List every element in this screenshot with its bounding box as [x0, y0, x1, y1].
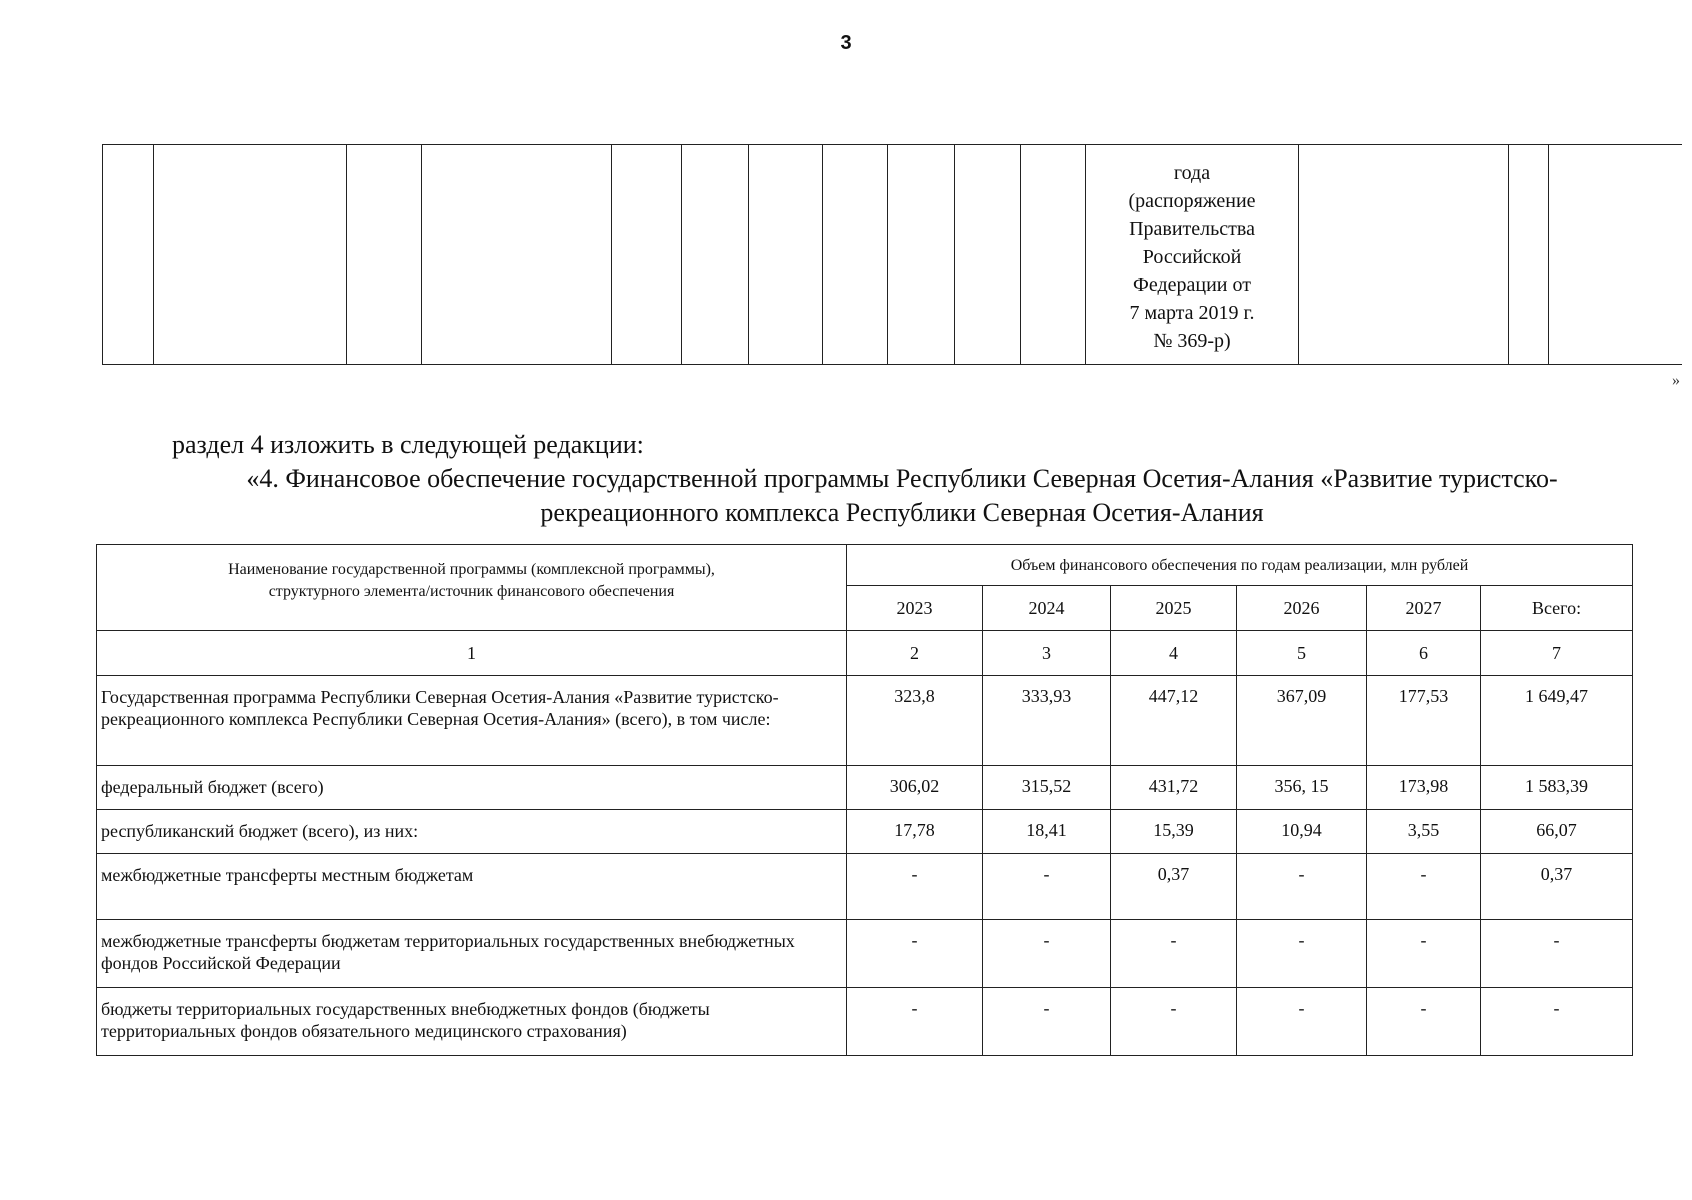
row-value: -	[847, 988, 983, 1056]
decree-line: Правительства	[1129, 218, 1255, 240]
row-value: 333,93	[983, 676, 1111, 766]
table-row	[97, 854, 1633, 920]
fragment-cell	[823, 145, 888, 365]
column-number: 2	[847, 631, 983, 676]
row-value: 1 649,47	[1481, 676, 1633, 766]
column-numbers-row	[97, 631, 1633, 676]
row-value: -	[847, 854, 983, 920]
year-header: 2027	[1367, 586, 1481, 631]
closing-quote-mark: »	[1672, 372, 1680, 389]
section-title	[172, 462, 1632, 530]
row-value: -	[983, 920, 1111, 988]
row-value: 173,98	[1367, 766, 1481, 810]
row-name: межбюджетные трансферты бюджетам территориальных государственных внебюджетных фондов Российской Федерации	[97, 920, 847, 988]
decree-reference-cell	[1085, 145, 1298, 365]
fragment-cell	[1508, 145, 1548, 365]
fragment-cell	[749, 145, 823, 365]
row-value: -	[1237, 854, 1367, 920]
table-row	[97, 766, 1633, 810]
fragment-cell	[1299, 145, 1509, 365]
row-name: межбюджетные трансферты местным бюджетам	[97, 854, 847, 920]
decree-line: Российской	[1142, 246, 1242, 268]
decree-line: Федерации от	[1133, 274, 1251, 296]
year-header: 2026	[1237, 586, 1367, 631]
row-value: -	[1367, 854, 1481, 920]
volume-header: Объем финансового обеспечения по годам реализации, млн рублей	[847, 545, 1633, 586]
row-value: -	[847, 920, 983, 988]
name-column-header: Наименование государственной программы (комплексной программы), структурного элемента/источник финансового обеспечения	[97, 545, 847, 631]
fragment-cell	[422, 145, 612, 365]
fragment-cell	[153, 145, 346, 365]
row-value: 315,52	[983, 766, 1111, 810]
row-value: 1 583,39	[1481, 766, 1633, 810]
row-value: 17,78	[847, 810, 983, 854]
row-value: 431,72	[1111, 766, 1237, 810]
fragment-cell	[681, 145, 748, 365]
row-name: Государственная программа Республики Северная Осетия-Алания «Развитие туристско-рекреационного комплекса Республики Северная Осетия-Алания» (всего), в том числе:	[97, 676, 847, 766]
row-value: 323,8	[847, 676, 983, 766]
row-value: 66,07	[1481, 810, 1633, 854]
row-value: -	[1111, 920, 1237, 988]
row-value: 177,53	[1367, 676, 1481, 766]
year-header: 2025	[1111, 586, 1237, 631]
row-value: -	[1111, 988, 1237, 1056]
decree-line: (распоряжение	[1128, 190, 1256, 212]
table-row	[97, 676, 1633, 766]
row-value: 15,39	[1111, 810, 1237, 854]
row-value: -	[1481, 920, 1633, 988]
row-value: -	[983, 854, 1111, 920]
page-number: 3	[840, 32, 852, 54]
row-value: 3,55	[1367, 810, 1481, 854]
row-value: 367,09	[1237, 676, 1367, 766]
row-value: -	[1237, 988, 1367, 1056]
row-value: -	[1481, 988, 1633, 1056]
column-number: 4	[1111, 631, 1237, 676]
column-number: 1	[97, 631, 847, 676]
column-number: 7	[1481, 631, 1633, 676]
decree-line: 7 марта 2019 г.	[1129, 302, 1255, 324]
row-value: -	[1367, 920, 1481, 988]
row-value: 0,37	[1481, 854, 1633, 920]
fragment-cell	[1548, 145, 1682, 365]
table-row	[97, 810, 1633, 854]
fragment-cell	[347, 145, 422, 365]
financing-table	[96, 544, 1633, 1056]
fragment-cell	[888, 145, 954, 365]
row-name: бюджеты территориальных государственных внебюджетных фондов (бюджеты территориальных фондов обязательного медицинского страхования)	[97, 988, 847, 1056]
fragment-cell	[954, 145, 1020, 365]
column-number: 5	[1237, 631, 1367, 676]
row-value: 10,94	[1237, 810, 1367, 854]
column-number: 6	[1367, 631, 1481, 676]
row-value: 0,37	[1111, 854, 1237, 920]
row-value: 447,12	[1111, 676, 1237, 766]
row-name: республиканский бюджет (всего), из них:	[97, 810, 847, 854]
row-value: 306,02	[847, 766, 983, 810]
fragment-cell	[1020, 145, 1085, 365]
column-number: 3	[983, 631, 1111, 676]
decree-line: № 369-р)	[1153, 330, 1231, 352]
total-header: Всего:	[1481, 586, 1633, 631]
table-row	[97, 920, 1633, 988]
row-value: -	[983, 988, 1111, 1056]
previous-section-table-fragment	[102, 144, 1682, 365]
section-title-line-1: «4. Финансовое обеспечение государственной программы Республики Северная Осетия-Алания «Развитие туристско-	[246, 464, 1558, 493]
row-value: 18,41	[983, 810, 1111, 854]
intro-text: раздел 4 изложить в следующей редакции:	[172, 430, 644, 459]
year-header: 2023	[847, 586, 983, 631]
fragment-cell	[103, 145, 154, 365]
decree-line: года	[1173, 162, 1211, 184]
row-value: 356, 15	[1237, 766, 1367, 810]
table-row	[97, 988, 1633, 1056]
year-header: 2024	[983, 586, 1111, 631]
row-value: -	[1367, 988, 1481, 1056]
fragment-cell	[612, 145, 682, 365]
row-name: федеральный бюджет (всего)	[97, 766, 847, 810]
section-title-line-2: рекреационного комплекса Республики Северная Осетия-Алания	[540, 498, 1264, 527]
row-value: -	[1237, 920, 1367, 988]
